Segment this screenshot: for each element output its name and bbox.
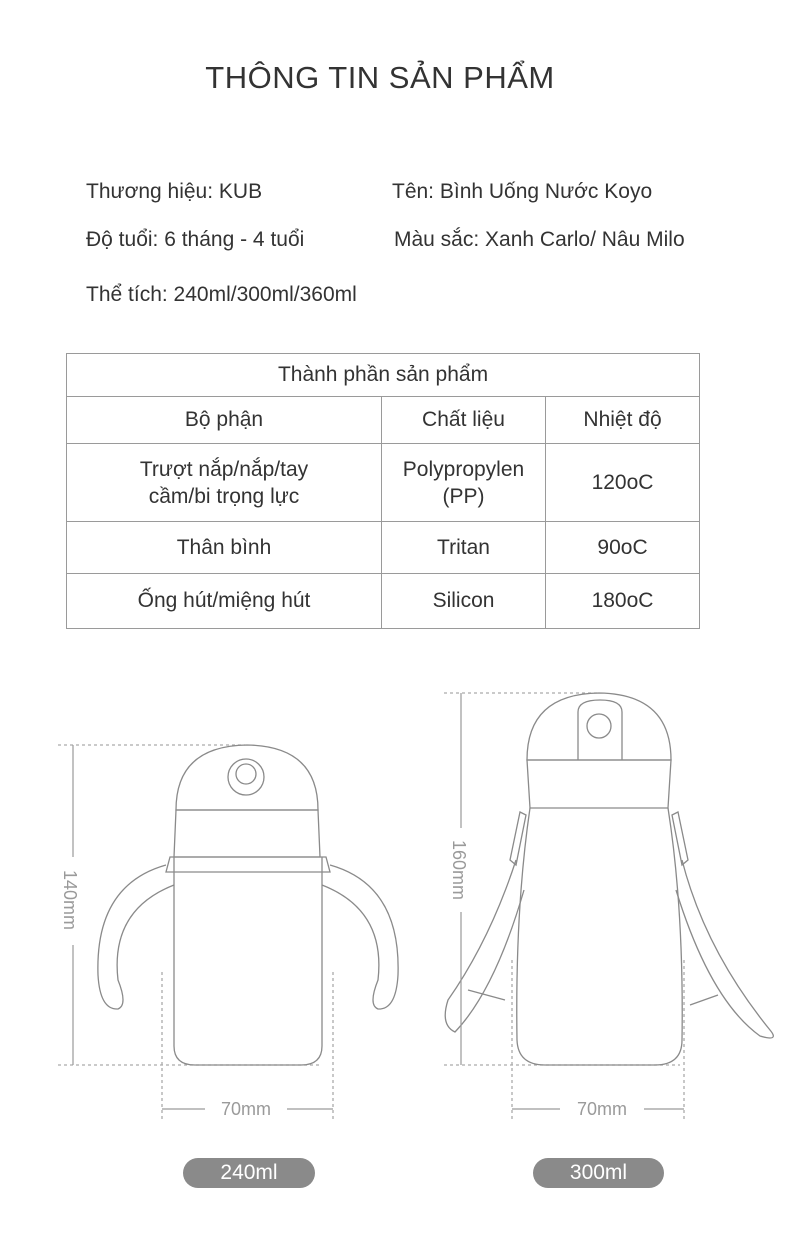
color-info: Màu sắc: Xanh Carlo/ Nâu Milo	[394, 228, 685, 251]
table-row	[67, 522, 700, 574]
cell-temperature: 180oC	[546, 574, 700, 629]
cell-material-line2: (PP)	[442, 484, 485, 508]
cell-material	[382, 444, 546, 522]
table-row	[67, 574, 700, 629]
volume-badge-300: 300ml	[533, 1158, 664, 1188]
cell-part: Thân bình	[67, 522, 382, 574]
cell-part-line1: Trượt nắp/nắp/tay	[139, 457, 309, 481]
bottle-300-width-label: 70mm	[576, 1099, 628, 1119]
bottle-diagrams	[0, 660, 790, 1160]
cell-material: Tritan	[382, 522, 546, 574]
cell-temperature: 120oC	[546, 444, 700, 522]
bottle-300-height-label: 160mm	[449, 839, 469, 901]
cell-part	[67, 444, 382, 522]
bottle-240-drawing	[58, 745, 398, 1122]
cell-part-line2: cầm/bi trọng lực	[148, 484, 300, 508]
bottle-240-dimensions	[73, 745, 333, 1109]
header-part: Bộ phận	[67, 397, 382, 444]
header-material: Chất liệu	[382, 397, 546, 444]
bottle-300-drawing	[444, 693, 773, 1122]
table-title: Thành phần sản phẩm	[67, 354, 700, 397]
table-row	[67, 444, 700, 522]
brand-info: Thương hiệu: KUB	[86, 180, 263, 203]
cell-material: Silicon	[382, 574, 546, 629]
cell-part: Ống hút/miệng hút	[67, 574, 382, 629]
cell-temperature: 90oC	[546, 522, 700, 574]
volume-info: Thể tích: 240ml/300ml/360ml	[86, 283, 357, 306]
bottle-240-height-label: 140mm	[60, 869, 80, 931]
bottle-300-dimensions	[461, 693, 684, 1109]
cell-material-line1: Polypropylen	[402, 457, 525, 481]
bottle-240-width-label: 70mm	[220, 1099, 272, 1119]
page-title: THÔNG TIN SẢN PHẨM	[205, 60, 555, 95]
header-temperature: Nhiệt độ	[546, 397, 700, 444]
volume-badge-240: 240ml	[183, 1158, 315, 1188]
composition-table	[66, 353, 700, 629]
product-name-info: Tên: Bình Uống Nước Koyo	[392, 180, 653, 203]
age-info: Độ tuổi: 6 tháng - 4 tuổi	[86, 228, 305, 251]
